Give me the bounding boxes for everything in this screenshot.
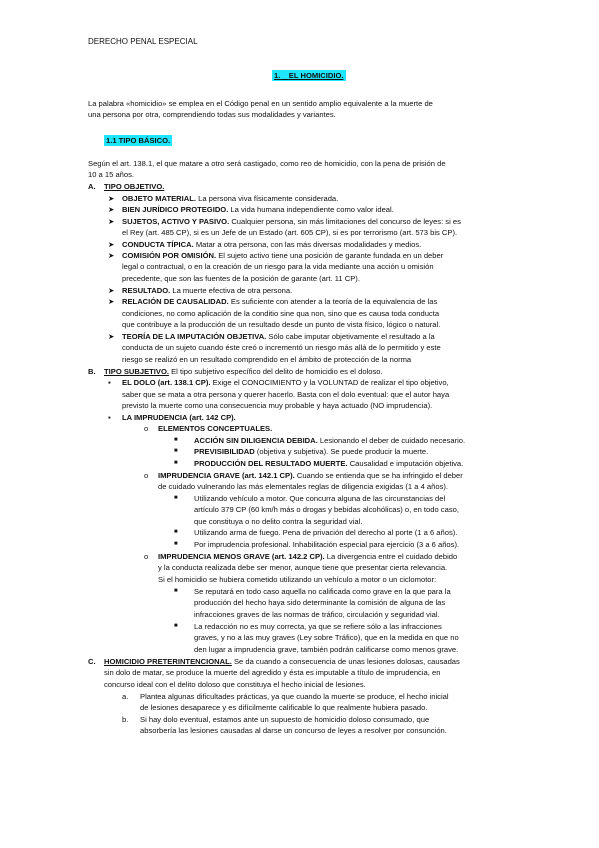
item-text: Si el homicidio se hubiera cometido utilizando un vehículo a motor o un ciclomotor: [158, 575, 437, 584]
section-title-highlight [272, 70, 346, 81]
item-label: BIEN JURÍDICO PROTEGIDO. [122, 205, 229, 214]
item-text: producción del hecho haya sido determinante la comisión de alguna de las [194, 598, 446, 607]
item-text: precedente, que son las fuentes de la posición de garante (art. 11 CP). [122, 274, 360, 283]
heading-a-letter: A. [88, 182, 96, 191]
item-text: condiciones, no como aplicación de la conditio sine qua non, sino que es causa toda conducta [122, 309, 440, 318]
item-text: La muerte efectiva de otra persona. [172, 286, 293, 295]
square-bullet-icon: ▪ [108, 413, 111, 422]
square-bullet-icon: ■ [174, 448, 178, 454]
item-text: La vida humana independiente como valor ideal. [230, 205, 394, 214]
list-item [158, 551, 457, 562]
heading-c-title: HOMICIDIO PRETERINTENCIONAL. [104, 657, 232, 666]
item-text: Cuando se entienda que se ha infringido el deber [296, 471, 463, 480]
item-text: Sólo cabe imputar objetivamente el resultado a la [268, 332, 435, 341]
heading-c-text: sin dolo de matar, se produce la muerte del agredido y ésta es imputable a título de imprudencia, en [104, 668, 441, 677]
item-label: ELEMENTOS CONCEPTUALES. [158, 424, 273, 433]
intro-line: La palabra «homicidio» se emplea en el Código penal en un sentido amplio equivalente a la muerte de [88, 99, 433, 108]
arrow-bullet-icon: ➤ [108, 297, 115, 306]
page-header: DERECHO PENAL ESPECIAL [88, 37, 198, 46]
item-label: CONDUCTA TÍPICA. [122, 240, 194, 249]
item-text: saber que se mata a otra persona y querer hacerlo. Basta con el dolo eventual: que el autor haya [122, 390, 450, 399]
item-text: artículo 379 CP (60 km/h más o drogas y bebidas alcohólicas) o, en todo caso, [194, 505, 459, 514]
item-text: previsto la muerte como una consecuencia muy probable y haya actuado (NO imprudencia). [122, 401, 433, 410]
arrow-bullet-icon: ➤ [108, 205, 115, 214]
square-bullet-icon: ■ [174, 588, 178, 594]
arrow-bullet-icon: ➤ [108, 332, 115, 341]
list-item [194, 458, 463, 469]
item-text: La redacción no es muy correcta, ya que se refiere sólo a las infracciones [194, 622, 442, 631]
list-item [158, 470, 463, 481]
item-text: graves, y no a las muy graves (Ley sobre Tráfico), que en la medida en que no [194, 633, 459, 642]
item-text: Cualquier persona, sin más limitaciones del concurso de leyes: si es [231, 217, 461, 226]
section-number: 1. [274, 71, 281, 80]
section-title-text: EL HOMICIDIO. [288, 71, 344, 80]
item-label: PREVISIBILIDAD [194, 447, 255, 456]
list-item [194, 435, 465, 446]
arrow-bullet-icon: ➤ [108, 251, 115, 260]
item-text: Si hay dolo eventual, estamos ante un supuesto de homicidio doloso consumado, que [140, 715, 430, 724]
square-bullet-icon: ▪ [108, 378, 111, 387]
item-text: den lugar a imprudencia grave, también podrán calificarse como menos grave. [194, 645, 459, 654]
item-text: Es suficiente con atender a la teoría de la equivalencia de las [230, 297, 438, 306]
intro-line: una persona por otra, comprendiendo todas sus modalidades y variantes. [88, 110, 336, 119]
article-line: Según el art. 138.1, el que matare a otro será castigado, como reo de homicidio, con la pena de prisión de [88, 159, 446, 168]
item-label: RELACIÓN DE CAUSALIDAD. [122, 297, 229, 306]
list-item [122, 239, 421, 250]
square-bullet-icon: ■ [174, 495, 178, 501]
item-label: PRODUCCIÓN DEL RESULTADO MUERTE. [194, 459, 348, 468]
item-text: el Rey (art. 485 CP), si es un Jefe de un Estado (art. 605 CP), si es por terrorismo (art. 573 bis CP). [122, 228, 458, 237]
item-text: Utilizando arma de fuego. Pena de privación del derecho al porte (1 a 6 años). [194, 528, 458, 537]
item-text: de cuidado vulnerando las más elementales reglas de diligencia exigidas (1 a 4 años). [158, 482, 449, 491]
subsection-title [104, 135, 172, 146]
heading-b [104, 366, 383, 377]
square-bullet-icon: ■ [174, 529, 178, 535]
item-text: Causalidad e imputación objetiva. [349, 459, 464, 468]
item-text: absorbería las lesiones causadas al darse un concurso de leyes a resolver por consunción. [140, 726, 447, 735]
circle-bullet-icon: o [144, 471, 149, 480]
item-text: Se reputará en todo caso aquella no calificada como grave en la que para la [194, 587, 451, 596]
item-label: COMISIÓN POR OMISIÓN. [122, 251, 217, 260]
item-label: ACCIÓN SIN DILIGENCIA DEBIDA. [194, 436, 318, 445]
list-item [122, 331, 435, 342]
item-text: infracciones graves de las normas de tráfico, circulación y seguridad vial. [194, 610, 440, 619]
item-label: IMPRUDENCIA MENOS GRAVE (art. 142.2 CP). [158, 552, 325, 561]
item-label: EL DOLO (art. 138.1 CP). [122, 378, 211, 387]
arrow-bullet-icon: ➤ [108, 286, 115, 295]
arrow-bullet-icon: ➤ [108, 217, 115, 226]
heading-b-title: TIPO SUBJETIVO. [104, 367, 169, 376]
item-text: (objetiva y subjetiva). Se puede producir la muerte. [256, 447, 429, 456]
item-text: riesgo se realizó en un resultado comprendido en el ámbito de protección de la norma [122, 355, 412, 364]
item-text: Plantea algunas dificultades prácticas, ya que cuando la muerte se produce, el hecho inicial [140, 692, 449, 701]
item-label: LA IMPRUDENCIA (art. 142 CP). [122, 413, 236, 422]
list-item [122, 250, 443, 261]
item-text: de lesiones desaparece y es difícilmente calificable lo que realmente hubiera pasado. [140, 703, 428, 712]
list-item [122, 296, 437, 307]
heading-c-text: Se da cuando a consecuencia de unas lesiones dolosas, causadas [233, 657, 460, 666]
arrow-bullet-icon: ➤ [108, 240, 115, 249]
list-item [122, 193, 338, 204]
item-text: Por imprudencia profesional. Inhabilitación especial para ejercicio (3 a 6 años). [194, 540, 460, 549]
list-item [122, 377, 449, 388]
list-item [122, 204, 394, 215]
list-item [194, 446, 428, 457]
list-item [122, 285, 292, 296]
item-text: Exige el CONOCIMIENTO y la VOLUNTAD de realizar el tipo objetivo, [212, 378, 449, 387]
square-bullet-icon: ■ [174, 623, 178, 629]
heading-c-text: concurso ideal con el delito doloso que constituya el hecho inicial de lesiones. [104, 680, 366, 689]
circle-bullet-icon: o [144, 552, 149, 561]
circle-bullet-icon: o [144, 424, 149, 433]
item-label: RESULTADO. [122, 286, 171, 295]
square-bullet-icon: ■ [174, 460, 178, 466]
item-text: que constituya o no delito contra la seguridad vial. [194, 517, 363, 526]
item-text: Matar a otra persona, con las más diversas modalidades y medios. [195, 240, 422, 249]
section-title [272, 70, 346, 81]
heading-c-letter: C. [88, 657, 96, 666]
item-text: Utilizando vehículo a motor. Que concurra alguna de las circunstancias del [194, 494, 446, 503]
square-bullet-icon: ■ [174, 541, 178, 547]
item-text: El sujeto activo tiene una posición de garante fundada en un deber [218, 251, 444, 260]
subsection-title-highlight: 1.1 TIPO BÁSICO. [106, 136, 171, 145]
list-item-letter: b. [122, 715, 129, 724]
item-label: OBJETO MATERIAL. [122, 194, 196, 203]
item-text: La divergencia entre el cuidado debido [326, 552, 458, 561]
square-bullet-icon: ■ [174, 437, 178, 443]
item-label: SUJETOS, ACTIVO Y PASIVO. [122, 217, 230, 226]
heading-c [104, 656, 460, 667]
item-text: y la conducta realizada debe ser menor, aunque tiene que presentar cierta relevancia. [158, 563, 448, 572]
item-label: IMPRUDENCIA GRAVE (art. 142.1 CP). [158, 471, 295, 480]
heading-b-letter: B. [88, 367, 96, 376]
article-line: 10 a 15 años. [88, 170, 135, 179]
item-text: Lesionando el deber de cuidado necesario. [319, 436, 466, 445]
item-text: legal o contractual, o en la creación de un riesgo para la vida mediante una acción u omisión [122, 262, 434, 271]
arrow-bullet-icon: ➤ [108, 194, 115, 203]
item-text: conducta de un sujeto cuando éste creó o incrementó un riesgo más allá de lo permitido y este [122, 343, 441, 352]
list-item-letter: a. [122, 692, 129, 701]
list-item [122, 216, 461, 227]
item-label: TEORÍA DE LA IMPUTACIÓN OBJETIVA. [122, 332, 267, 341]
heading-b-text: El tipo subjetivo específico del delito de homicidio es el doloso. [171, 367, 383, 376]
item-text: que contribuye a la producción de un resultado desde un punto de vista físico, lógico o natural. [122, 320, 441, 329]
heading-a-title: TIPO OBJETIVO. [104, 182, 165, 191]
item-text: La persona viva físicamente considerada. [198, 194, 339, 203]
